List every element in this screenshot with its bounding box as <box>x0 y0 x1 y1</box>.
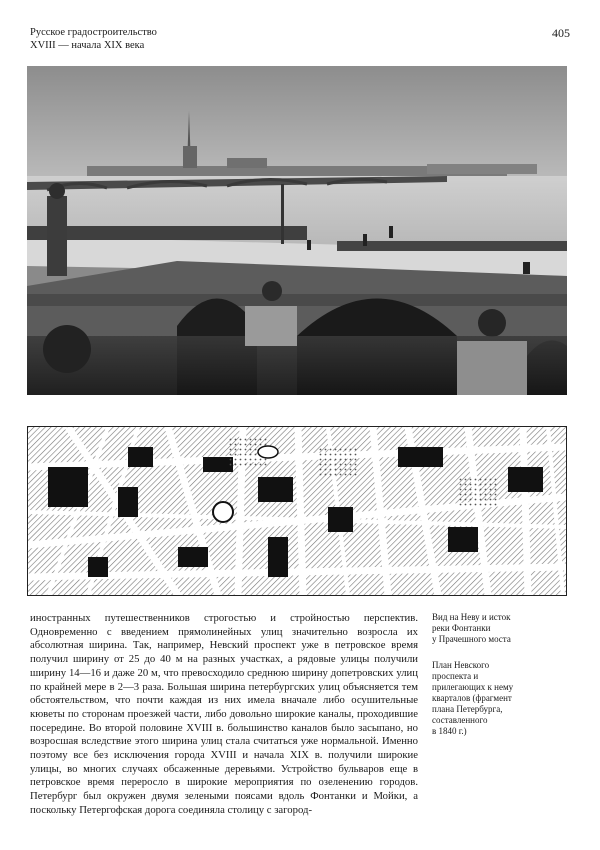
body-text <box>30 612 418 818</box>
running-head-period: XVIII — начала XIX века <box>30 40 145 51</box>
running-head-title: Русское градостроительство <box>30 27 157 38</box>
map-caption-line: кварталов (фрагмент <box>432 693 512 703</box>
page-number: 405 <box>552 26 570 40</box>
photo-caption-line: у Прачешного моста <box>432 634 511 644</box>
map-nevsky-plan <box>27 426 567 596</box>
body-paragraph: иностранных путешественников строгостью и стройностью перспектив. Одновременно с введением прямолинейных улиц значительно возросла их абсолютная ширина. Так, например, Невский проспект уже в петровское время получил ширину от 25 до 40 м на разных участках, а рядовые улицы получили ширину 14—16 и даже 20 м, что превосходило среднюю ширину допетровских улиц по крайней мере в 2—3 раза. Большая ширина петербургских улиц объясняется тем обстоятельством, что почти каждая из них имела вначале либо осушительные кюветы по сторонам проезжей части, либо довольно широкие каналы, проходившие посередине. Во второй половине XVIII в. большинство каналов было засыпано, но возросшая вследствие этого ширина улиц стала считаться уже нормальной. Именно поэтому все без исключения города XVIII и начала XIX в. получили широкие улицы, во многих случаях обсаженные деревьями. Устройство бульваров еще в петровское время переросло в широкие мероприятия по озеленению городов. Петербург был окружен двумя зелеными поясами вдоль Фонтанки и Мойки, а поскольку Петергофская дорога соединяла столицу с загород- <box>30 612 418 816</box>
photo-neva-bridge <box>27 66 567 395</box>
map-caption-line: проспекта и <box>432 671 479 681</box>
photo-caption <box>432 612 572 645</box>
running-head <box>30 26 157 52</box>
map-caption-line: составленного <box>432 715 488 725</box>
map-caption-line: в 1840 г.) <box>432 726 467 736</box>
map-caption-line: плана Петербурга, <box>432 704 503 714</box>
photo-caption-line: реки Фонтанки <box>432 623 491 633</box>
photo-caption-line: Вид на Неву и исток <box>432 612 511 622</box>
map-caption <box>432 660 572 737</box>
map-caption-line: прилегающих к нему <box>432 682 514 692</box>
map-caption-line: План Невского <box>432 660 490 670</box>
